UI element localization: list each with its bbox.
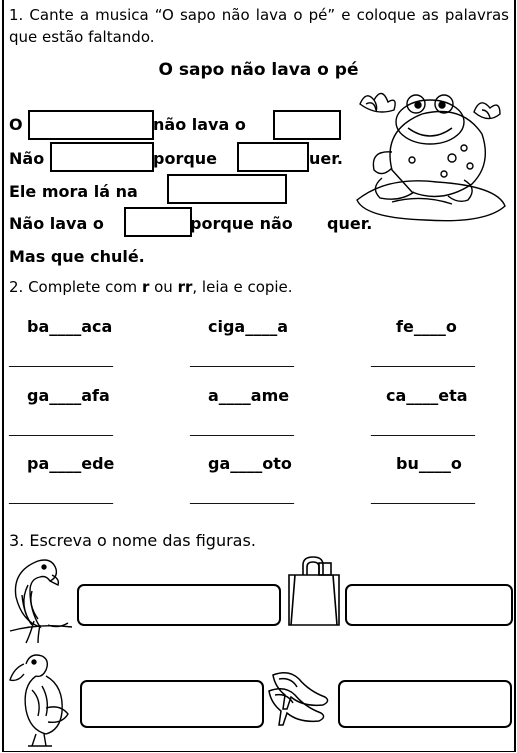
song-line-1-start: O (9, 115, 23, 134)
song-line-1-mid: não lava o (153, 115, 246, 134)
frog-icon (352, 82, 510, 222)
song-line-4-end: quer. (327, 214, 373, 233)
answer-box-2[interactable] (345, 584, 513, 626)
song-line-2-mid: porque (153, 149, 218, 168)
song-line-4-mid: porque não (190, 214, 293, 233)
word-6: ca____eta (386, 386, 468, 405)
song-title: O sapo não lava o pé (158, 60, 359, 80)
copy-line-5[interactable]: ________________ (190, 422, 294, 437)
q3-instruction: 3. Escreva o nome das figuras. (9, 531, 256, 550)
copy-line-8[interactable]: ________________ (190, 490, 294, 505)
song-line-4-start: Não lava o (9, 214, 104, 233)
copy-line-7[interactable]: ________________ (9, 490, 113, 505)
q2-rr: rr (177, 278, 193, 296)
q2-instruction (9, 276, 293, 298)
answer-box-4[interactable] (338, 680, 512, 728)
q2-instruction-suffix: , leia e copie. (192, 278, 293, 296)
word-1: ba____aca (27, 317, 113, 336)
word-3: fe____o (396, 317, 457, 336)
copy-line-1[interactable]: ________________ (9, 353, 113, 368)
song-line-3-start: Ele mora lá na (9, 182, 138, 201)
parrot-icon (8, 555, 74, 643)
word-4: ga____afa (27, 386, 110, 405)
copy-line-2[interactable]: ________________ (190, 353, 294, 368)
blank-box-5[interactable] (167, 174, 287, 204)
q2-r: r (141, 278, 150, 296)
word-5: a____ame (208, 386, 290, 405)
blank-box-6[interactable] (124, 207, 192, 237)
word-9: bu____o (396, 454, 462, 473)
blank-box-4[interactable] (237, 142, 309, 172)
copy-line-3[interactable]: ________________ (371, 353, 475, 368)
song-line-2-start: Não (9, 149, 45, 168)
song-line-2-end: uer. (309, 149, 343, 168)
copy-line-4[interactable]: ________________ (9, 422, 113, 437)
word-8: ga____oto (208, 454, 292, 473)
copy-line-9[interactable]: ________________ (371, 490, 475, 505)
turkey-icon (6, 650, 76, 748)
word-2: ciga____a (208, 317, 289, 336)
q1-instruction: 1. Cante a musica “O sapo não lava o pé” e coloque as palavras que estão faltando. (9, 6, 509, 46)
blank-box-1[interactable] (28, 110, 154, 140)
song-line-5: Mas que chulé. (9, 247, 145, 266)
q2-instruction-prefix: 2. Complete com (9, 278, 142, 296)
blank-box-3[interactable] (50, 142, 154, 172)
q2-mid: ou (149, 278, 178, 296)
blank-box-2[interactable] (273, 110, 341, 140)
answer-box-3[interactable] (80, 680, 264, 728)
copy-line-6[interactable]: ________________ (371, 422, 475, 437)
answer-box-1[interactable] (77, 584, 281, 626)
word-7: pa____ede (27, 454, 115, 473)
shoes-icon (265, 665, 333, 729)
bag-icon (285, 557, 343, 627)
